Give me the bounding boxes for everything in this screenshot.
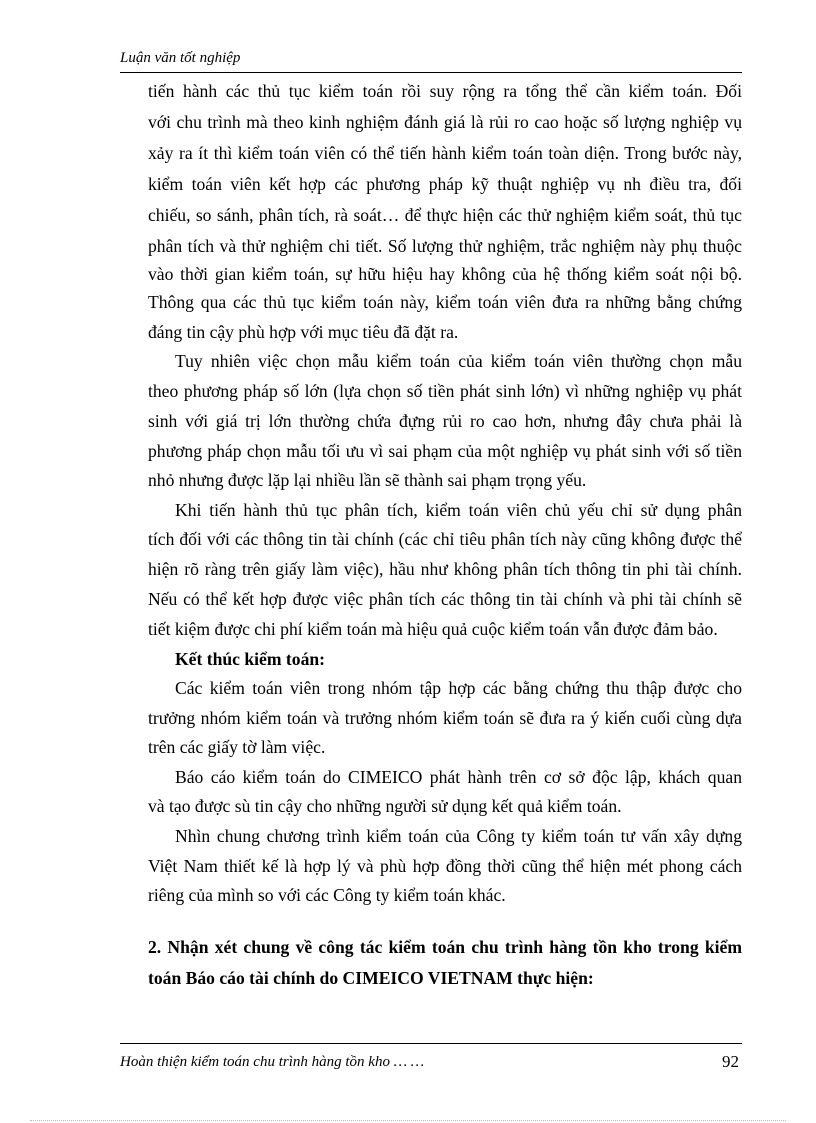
- body-line-23: Báo cáo kiểm toán do CIMEICO phát hành trên cơ sở độc lập, khách quan: [175, 767, 742, 787]
- body-line-22: trên các giấy tờ làm việc.: [148, 737, 326, 757]
- body-line-17: hiện rõ ràng trên giấy làm việc), hầu như không phân tích thông tin phi tài chính.: [148, 559, 742, 579]
- body-line-25: Nhìn chung chương trình kiểm toán của Công ty kiểm toán tư vấn xây dựng: [175, 826, 742, 846]
- body-line-3: xảy ra ít thì kiểm toán viên có thể tiến hành kiểm toán toàn diện. Trong bước này,: [148, 143, 742, 163]
- body-line-24: và tạo được sù tin cậy cho những người sử dụng kết quả kiểm toán.: [148, 796, 622, 816]
- body-line-19: tiết kiệm được chi phí kiểm toán mà hiệu quả cuộc kiểm toán vẫn được đảm bảo.: [148, 619, 718, 639]
- body-line-9: đáng tin cậy phù hợp với mục tiêu đã đặt ra.: [148, 322, 459, 342]
- running-footer: Hoàn thiện kiểm toán chu trình hàng tồn kho … …: [120, 1054, 425, 1070]
- body-line-21: trưởng nhóm kiểm toán và trưởng nhóm kiểm toán sẽ đưa ra ý kiến cuối cùng dựa: [148, 708, 742, 728]
- body-line-13: phương pháp chọn mẫu tối ưu vì sai phạm của một nghiệp vụ phát sinh với số tiền: [148, 441, 742, 461]
- section-heading-line-1: 2. Nhận xét chung về công tác kiểm toán chu trình hàng tồn kho trong kiểm: [148, 937, 742, 957]
- footer-rule: [120, 1043, 742, 1044]
- body-line-16: tích đối với các thông tin tài chính (các chỉ tiêu phân tích này cũng không được thể: [148, 529, 742, 549]
- body-line-11: theo phương pháp số lớn (lựa chọn số tiền phát sinh lớn) vì những nghiệp vụ phát: [148, 381, 742, 401]
- header-rule: [120, 72, 742, 73]
- body-line-7: vào thời gian kiểm toán, sự hữu hiệu hay không của hệ thống kiểm soát nội bộ.: [148, 264, 742, 284]
- body-line-5: chiếu, so sánh, phân tích, rà soát… để thực hiện các thử nghiệm kiểm soát, thủ tục: [148, 205, 742, 225]
- body-line-18: Nếu có thể kết hợp được việc phân tích các thông tin tài chính và phi tài chính sẽ: [148, 589, 742, 609]
- body-line-26: Việt Nam thiết kế là hợp lý và phù hợp đồng thời cũng thể hiện mét phong cách: [148, 856, 742, 876]
- body-line-20: Các kiểm toán viên trong nhóm tập hợp các bằng chứng thu thập được cho: [175, 678, 742, 698]
- subheading: Kết thúc kiểm toán:: [175, 649, 326, 669]
- body-line-1: tiến hành các thủ tục kiểm toán rồi suy rộng ra tổng thể cần kiểm toán. Đối: [148, 81, 742, 101]
- section-heading-line-2: toán Báo cáo tài chính do CIMEICO VIETNAM thực hiện:: [148, 968, 594, 988]
- body-line-2: với chu trình mà theo kinh nghiệm đánh giá là rủi ro cao hoặc số lượng nghiệp vụ: [148, 112, 742, 132]
- page-number: 92: [722, 1052, 739, 1071]
- running-header: Luận văn tốt nghiệp: [120, 50, 241, 66]
- body-line-6: phân tích và thử nghiệm chi tiết. Số lượng thử nghiệm, trắc nghiệm này phụ thuộc: [148, 236, 742, 256]
- body-line-12: sinh với giá trị lớn thường chứa đựng rủi ro cao hơn, nhưng đây chưa phải là: [148, 411, 742, 431]
- body-line-14: nhỏ nhưng được lặp lại nhiều lần sẽ thành sai phạm trọng yếu.: [148, 470, 587, 490]
- body-line-8: Thông qua các thủ tục kiểm toán này, kiểm toán viên đưa ra những bằng chứng: [148, 292, 742, 312]
- body-line-4: kiểm toán viên kết hợp các phương pháp kỹ thuật nghiệp vụ nh điều tra, đối: [148, 174, 742, 194]
- body-line-27: riêng của mình so với các Công ty kiểm toán khác.: [148, 885, 506, 905]
- body-line-10: Tuy nhiên việc chọn mẫu kiểm toán của kiểm toán viên thường chọn mẫu: [175, 351, 742, 371]
- page-edge-divider: [30, 1120, 786, 1121]
- body-line-15: Khi tiến hành thủ tục phân tích, kiểm toán viên chủ yếu chỉ sử dụng phân: [175, 500, 742, 520]
